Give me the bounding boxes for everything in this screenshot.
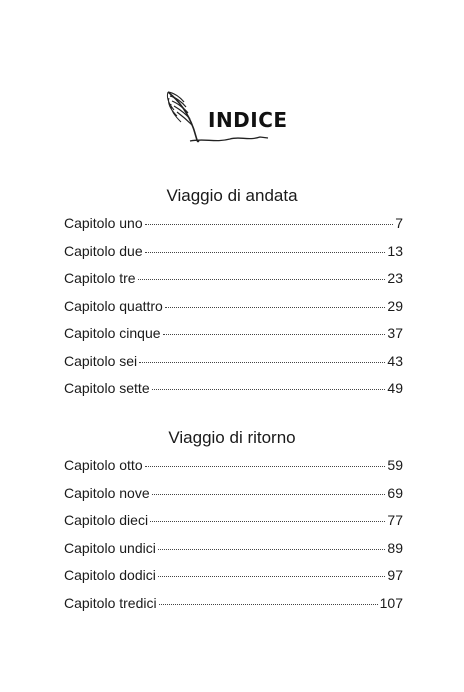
toc-entry-page: 37 bbox=[387, 325, 403, 341]
dot-leader bbox=[145, 224, 394, 225]
toc-entry-label: Capitolo dieci bbox=[64, 512, 149, 528]
page-title: INDICE bbox=[208, 108, 288, 132]
dot-leader bbox=[145, 252, 386, 253]
toc-entry[interactable] bbox=[64, 353, 403, 381]
toc-entry-label: Capitolo sei bbox=[64, 352, 138, 369]
toc-entry-page: 97 bbox=[387, 567, 403, 583]
toc-entry[interactable] bbox=[64, 485, 403, 513]
toc-entry-page: 77 bbox=[387, 512, 403, 528]
dot-leader bbox=[138, 279, 386, 280]
toc-entry-page: 89 bbox=[387, 539, 403, 556]
toc-entry-label: Capitolo uno bbox=[64, 215, 143, 231]
dot-leader bbox=[152, 389, 386, 390]
toc-entry-page: 29 bbox=[387, 297, 403, 314]
toc-entry-page: 23 bbox=[387, 270, 403, 286]
toc-entry[interactable] bbox=[64, 215, 403, 243]
dot-leader bbox=[150, 521, 385, 522]
toc-entry[interactable] bbox=[64, 595, 403, 623]
dot-leader bbox=[158, 549, 386, 550]
section-heading-andata: Viaggio di andata bbox=[166, 186, 298, 205]
toc-entry[interactable] bbox=[64, 380, 403, 408]
toc-entry-label: Capitolo otto bbox=[64, 457, 143, 473]
toc-list-ritorno bbox=[64, 457, 403, 622]
dot-leader bbox=[159, 604, 378, 605]
toc-entry-page: 107 bbox=[379, 594, 403, 611]
dot-leader bbox=[165, 307, 386, 308]
toc-entry-page: 49 bbox=[387, 380, 403, 396]
toc-entry-label: Capitolo undici bbox=[64, 539, 156, 556]
dot-leader bbox=[152, 494, 386, 495]
dot-leader bbox=[139, 362, 385, 363]
toc-entry-label: Capitolo sette bbox=[64, 380, 150, 396]
toc-entry-label: Capitolo nove bbox=[64, 484, 150, 501]
index-header bbox=[160, 86, 300, 146]
toc-entry-label: Capitolo due bbox=[64, 242, 143, 259]
dot-leader bbox=[145, 466, 386, 467]
toc-entry[interactable] bbox=[64, 325, 403, 353]
toc-entry[interactable] bbox=[64, 243, 403, 271]
toc-entry-page: 7 bbox=[395, 215, 403, 231]
toc-entry[interactable] bbox=[64, 298, 403, 326]
toc-entry-page: 13 bbox=[387, 242, 403, 259]
toc-entry[interactable] bbox=[64, 512, 403, 540]
toc-entry[interactable] bbox=[64, 270, 403, 298]
toc-entry-page: 43 bbox=[387, 352, 403, 369]
toc-entry[interactable] bbox=[64, 567, 403, 595]
toc-entry-label: Capitolo cinque bbox=[64, 325, 161, 341]
toc-entry-label: Capitolo quattro bbox=[64, 297, 163, 314]
toc-list-andata bbox=[64, 215, 403, 408]
dot-leader bbox=[163, 334, 386, 335]
toc-entry-page: 69 bbox=[387, 484, 403, 501]
toc-entry[interactable] bbox=[64, 457, 403, 485]
toc-entry-label: Capitolo dodici bbox=[64, 567, 156, 583]
toc-entry-page: 59 bbox=[387, 457, 403, 473]
dot-leader bbox=[158, 576, 386, 577]
toc-entry-label: Capitolo tre bbox=[64, 270, 136, 286]
toc-entry[interactable] bbox=[64, 540, 403, 568]
toc-entry-label: Capitolo tredici bbox=[64, 594, 157, 611]
section-heading-ritorno: Viaggio di ritorno bbox=[168, 428, 296, 447]
